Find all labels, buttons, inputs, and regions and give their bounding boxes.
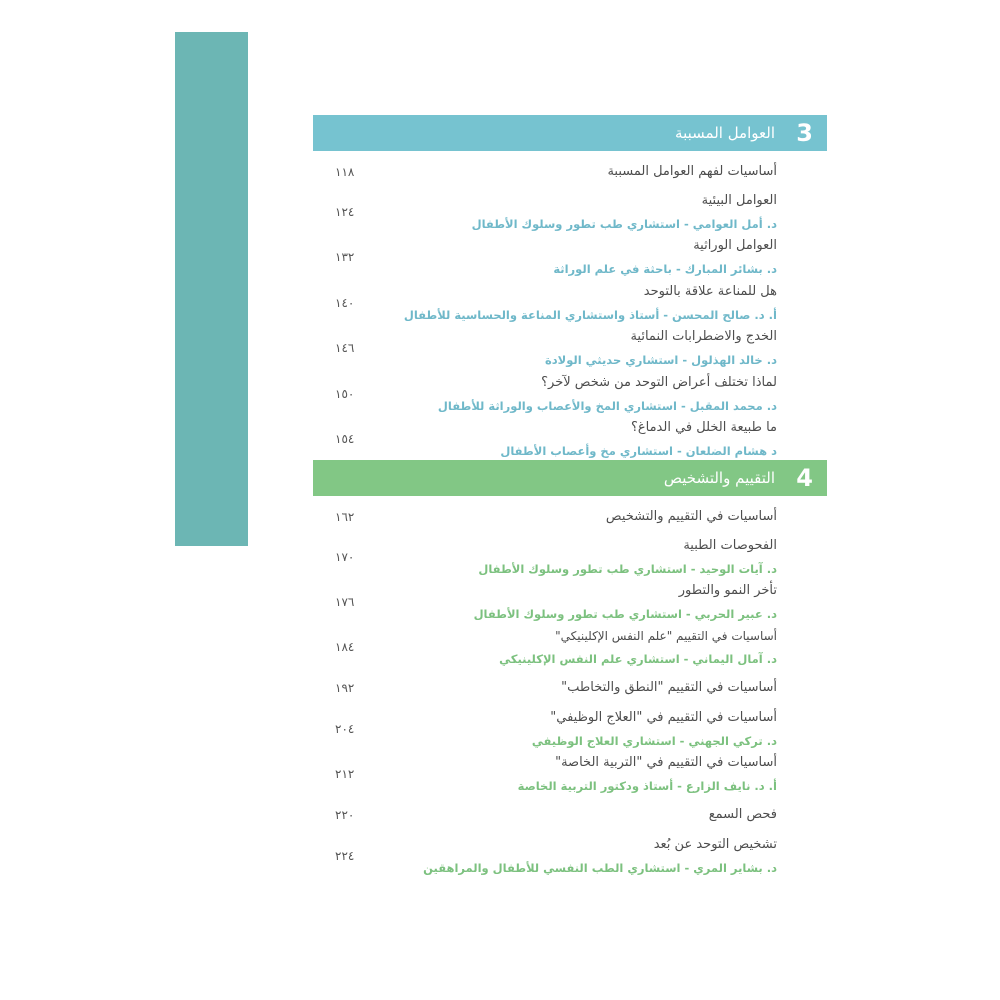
entry-title: أساسيات في التقييم في "العلاج الوظيفي": [550, 710, 777, 725]
entry-author: د. بشائر المبارك - باحثة في علم الوراثة: [553, 262, 777, 276]
entry-title: أساسيات في التقييم "النطق والتخاطب": [561, 680, 777, 695]
entry-page-number: ١١٨: [335, 165, 355, 179]
section-number: 3: [796, 119, 813, 147]
entry-title: تشخيص التوحد عن بُعد: [653, 837, 777, 852]
section-header-3[interactable]: [313, 115, 827, 151]
entry-title: أساسيات في التقييم في "التربية الخاصة": [555, 755, 777, 770]
entry-page-number: ١٧٠: [335, 550, 355, 564]
entry-title: أساسيات في التقييم "علم النفس الإكلينيكي": [555, 629, 777, 643]
entry-page-number: ١٣٢: [335, 250, 355, 264]
entry-author: أ. د. صالح المحسن - أستاذ واستشاري المناعة والحساسية للأطفال: [403, 308, 777, 322]
entry-title: العوامل البيئية: [701, 193, 777, 208]
entry-author: أ. د. نايف الزارع - أستاذ ودكتور التربية الخاصة: [517, 779, 777, 793]
section-header-4[interactable]: [313, 460, 827, 496]
entry-author: د. بشاير المري - استشاري الطب النفسي للأطفال والمراهقين: [423, 861, 777, 875]
entry-page-number: ١٩٢: [335, 681, 355, 695]
entry-title: ما طبيعة الخلل في الدماغ؟: [630, 420, 777, 435]
entry-author: د. خالد الهذلول - استشاري حديثي الولادة: [544, 353, 777, 367]
entry-page-number: ٢٢٠: [335, 808, 355, 822]
entry-page-number: ١٨٤: [335, 640, 355, 654]
entry-page-number: ٢٠٤: [335, 722, 355, 736]
entry-title: تأخر النمو والتطور: [678, 583, 777, 598]
entry-title: الفحوصات الطبية: [683, 538, 777, 553]
entry-page-number: ١٢٤: [335, 205, 355, 219]
entry-page-number: ١٧٦: [335, 595, 355, 609]
section-title: العوامل المسببة: [675, 124, 775, 142]
entry-title: الخدج والاضطرابات النمائية: [630, 329, 777, 344]
entry-page-number: ١٤٦: [335, 341, 355, 355]
entry-page-number: ٢١٢: [335, 767, 355, 781]
entry-author: د. محمد المقبل - استشاري المخ والأعصاب والوراثة للأطفال: [437, 399, 777, 413]
entry-title: فحص السمع: [708, 807, 777, 822]
entry-author: د. تركي الجهني - استشاري العلاج الوظيفي: [531, 734, 777, 748]
entry-page-number: ١٤٠: [335, 296, 355, 310]
entry-title: لماذا تختلف أعراض التوحد من شخص لآخر؟: [541, 375, 777, 390]
entry-author: د. آمال اليماني - استشاري علم النفس الإكلينيكي: [499, 652, 777, 666]
entry-title: العوامل الوراثية: [693, 238, 777, 253]
entry-author: د. آيات الوحيد - استشاري طب تطور وسلوك الأطفال: [478, 562, 777, 576]
entry-page-number: ١٥٤: [335, 432, 355, 446]
section-number: 4: [796, 464, 813, 492]
entry-title: أساسيات لفهم العوامل المسببة: [607, 164, 777, 179]
entry-author: د هشام الضلعان - استشاري مخ وأعصاب الأطفال: [500, 444, 777, 458]
entry-page-number: ٢٢٤: [335, 849, 355, 863]
entry-title: هل للمناعة علاقة بالتوحد: [643, 284, 777, 299]
entry-page-number: ١٥٠: [335, 387, 355, 401]
entry-author: د. عبير الحربي - استشاري طب تطور وسلوك الأطفال: [473, 607, 777, 621]
entry-page-number: ١٦٢: [335, 510, 355, 524]
entry-author: د. أمل العوامي - استشاري طب تطور وسلوك الأطفال: [471, 217, 777, 231]
section-title: التقييم والتشخيص: [663, 469, 775, 487]
entry-title: أساسيات في التقييم والتشخيص: [605, 509, 777, 524]
decorative-side-bar: [175, 32, 248, 546]
